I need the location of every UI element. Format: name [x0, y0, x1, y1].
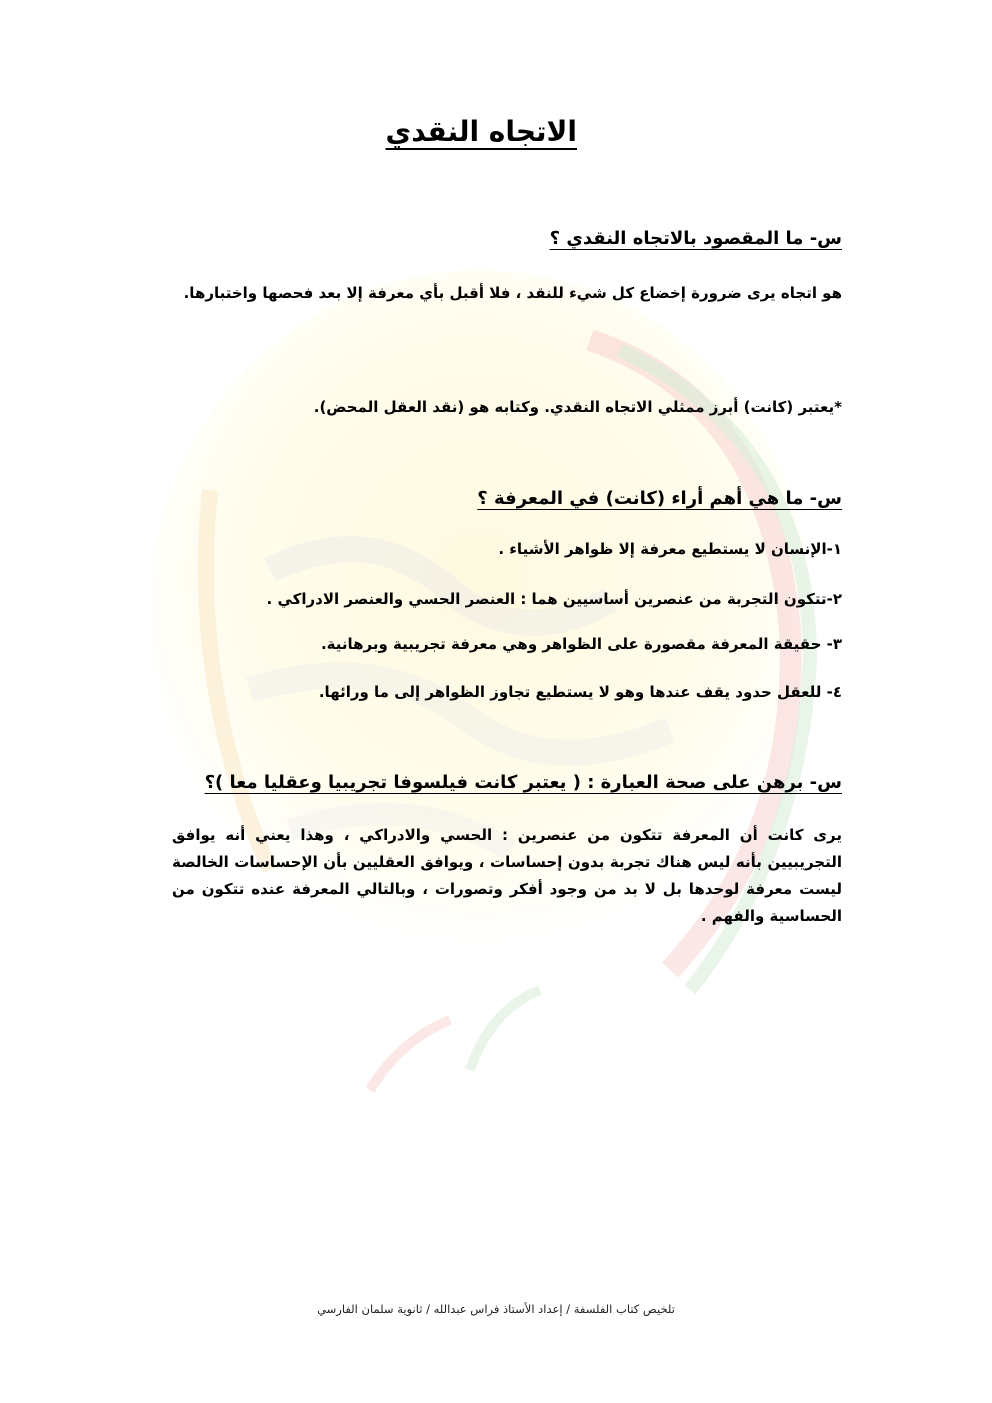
- note-kant: *يعتبر (كانت) أبرز ممثلي الاتجاه النقدي. وكتابه هو (نقد العقل المحض).: [313, 398, 842, 416]
- question-1: س- ما المقصود بالاتجاه النقدي ؟: [549, 228, 842, 249]
- answer-3: يرى كانت أن المعرفة تتكون من عنصرين : الحسي والادراكي ، وهذا يعني أنه يوافق التجريبيين بأنه ليس هناك تجربة بدون إحساسات ، ويوافق العقليين بأن الإحساسات الخالصة ليست معرفة لوحدها بل لا بد من وجود أفكر وتصورات ، وبالتالي المعرفة عنده تتكون من الحساسية والفهم .: [172, 826, 842, 925]
- list-item: ١-الإنسان لا يستطيع معرفة إلا ظواهر الأشياء .: [498, 540, 842, 558]
- list-item: ٢-تتكون التجربة من عنصرين أساسيين هما : العنصر الحسي والعنصر الادراكي .: [266, 590, 842, 608]
- question-3: س- برهن على صحة العبارة : ( يعتبر كانت فيلسوفا تجريبيا وعقليا معا )؟: [204, 772, 842, 793]
- list-item: ٣- حقيقة المعرفة مقصورة على الظواهر وهي معرفة تجريبية وبرهانية.: [320, 635, 842, 653]
- document-page: [150, 0, 842, 1403]
- question-2: س- ما هي أهم أراء (كانت) في المعرفة ؟: [477, 488, 842, 509]
- answer-1: هو اتجاه يرى ضرورة إخضاع كل شيء للنقد ، فلا أقبل بأي معرفة إلا بعد فحصها واختبارها.: [183, 284, 842, 302]
- page-title: الاتجاه النقدي: [385, 115, 577, 148]
- page-footer: تلخيص كتاب الفلسفة / إعداد الأستاذ فراس عبدالله / ثانوية سلمان الفارسي: [317, 1302, 675, 1316]
- list-item: ٤- للعقل حدود يقف عندها وهو لا يستطيع تجاوز الظواهر إلى ما ورائها.: [318, 683, 842, 701]
